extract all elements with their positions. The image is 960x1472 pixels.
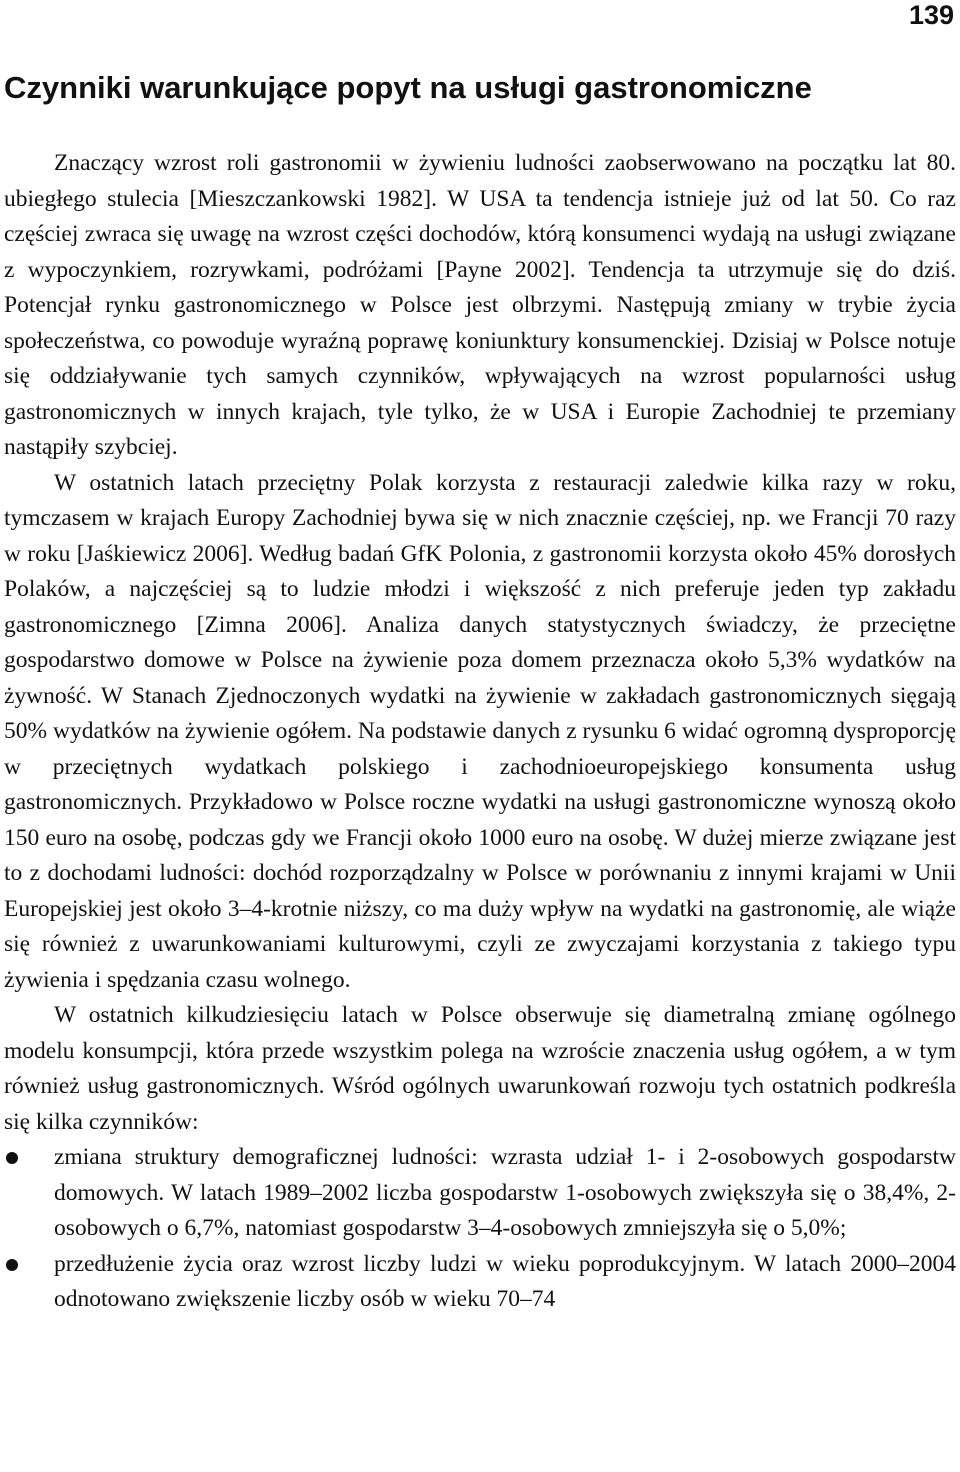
- paragraph-3: W ostatnich kilkudziesięciu latach w Polsce obserwuje się diametralną zmianę ogólnego modelu konsumpcji, która przede wszystkim polega na wzroście znaczenia usług ogółem, a w tym również usług gastronomicznych. Wśród ogólnych uwarunkowań rozwoju tych ostatnich podkreśla się kilka czynników:: [4, 1002, 956, 1135]
- list-item-text: zmiana struktury demograficznej ludności: wzrasta udział 1- i 2-osobowych gospodarstw domowych. W latach 1989–2002 liczba gospodarstw 1-osobowych zwiększyła się o 38,4%, 2-osobowych o 6,7%, natomiast gospodarstw 3–4-osobowych zmniejszyła się o 5,0%;: [54, 1144, 956, 1241]
- bullet-icon: [6, 1259, 18, 1271]
- paragraph-1: Znaczący wzrost roli gastronomii w żywieniu ludności zaobserwowano na początku lat 80. ubiegłego stulecia [Mieszczankowski 1982]. W USA ta tendencja istnieje już od lat 50. Co raz częściej zwraca się uwagę na wzrost części dochodów, którą konsumenci wydają na usługi związane z wypoczynkiem, rozrywkami, podróżami [Payne 2002]. Tendencja ta utrzymuje się do dziś. Potencjał rynku gastronomicznego w Polsce jest olbrzymi. Następują zmiany w trybie życia społeczeństwa, co powoduje wyraźną poprawę koniunktury konsumenckiej. Dzisiaj w Polsce notuje się oddziaływanie tych samych czynników, wpływających na wzrost popularności usług gastronomicznych w innych krajach, tyle tylko, że w USA i Europie Zachodniej te przemiany nastąpiły szybciej.: [4, 150, 956, 460]
- bullet-icon: [6, 1152, 18, 1164]
- list-item: [4, 1247, 956, 1318]
- paragraph-2: W ostatnich latach przeciętny Polak korzysta z restauracji zaledwie kilka razy w roku, tymczasem w krajach Europy Zachodniej bywa się w nich znacznie częściej, np. we Francji 70 razy w roku [Jaśkiewicz 2006]. Według badań GfK Polonia, z gastronomii korzysta około 45% dorosłych Polaków, a najczęściej są to ludzie młodzi i większość z nich preferuje jeden typ zakładu gastronomicznego [Zimna 2006]. Analiza danych statystycznych świadczy, że przeciętne gospodarstwo domowe w Polsce na żywienie poza domem przeznacza około 5,3% wydatków na żywność. W Stanach Zjednoczonych wydatki na żywienie w zakładach gastronomicznych sięgają 50% wydatków na żywienie ogółem. Na podstawie danych z rysunku 6 widać ogromną dysproporcję w przeciętnych wydatkach polskiego i zachodnioeuropejskiego konsumenta usług gastronomicznych. Przykładowo w Polsce roczne wydatki na usługi gastronomiczne wynoszą około 150 euro na osobę, podczas gdy we Francji około 1000 euro na osobę. W dużej mierze związane jest to z dochodami ludności: dochód rozporządzalny w Polsce w porównaniu z innymi krajami w Unii Europejskiej jest około 3–4-krotnie niższy, co ma duży wpływ na wydatki na gastronomię, ale wiąże się również z uwarunkowaniami kulturowymi, czyli ze zwyczajami korzystania z takiego typu żywienia i spędzania czasu wolnego.: [4, 469, 956, 993]
- section-title: Czynniki warunkujące popyt na usługi gastronomiczne: [4, 70, 812, 105]
- page-number: 139: [908, 0, 954, 30]
- list-item-text: przedłużenie życia oraz wzrost liczby ludzi w wieku poprodukcyjnym. W latach 2000–2004 odnotowano zwiększenie liczby osób w wieku 70–74: [54, 1250, 956, 1312]
- body-text: [4, 146, 956, 1318]
- factor-list: [4, 1140, 956, 1318]
- list-item: [4, 1140, 956, 1247]
